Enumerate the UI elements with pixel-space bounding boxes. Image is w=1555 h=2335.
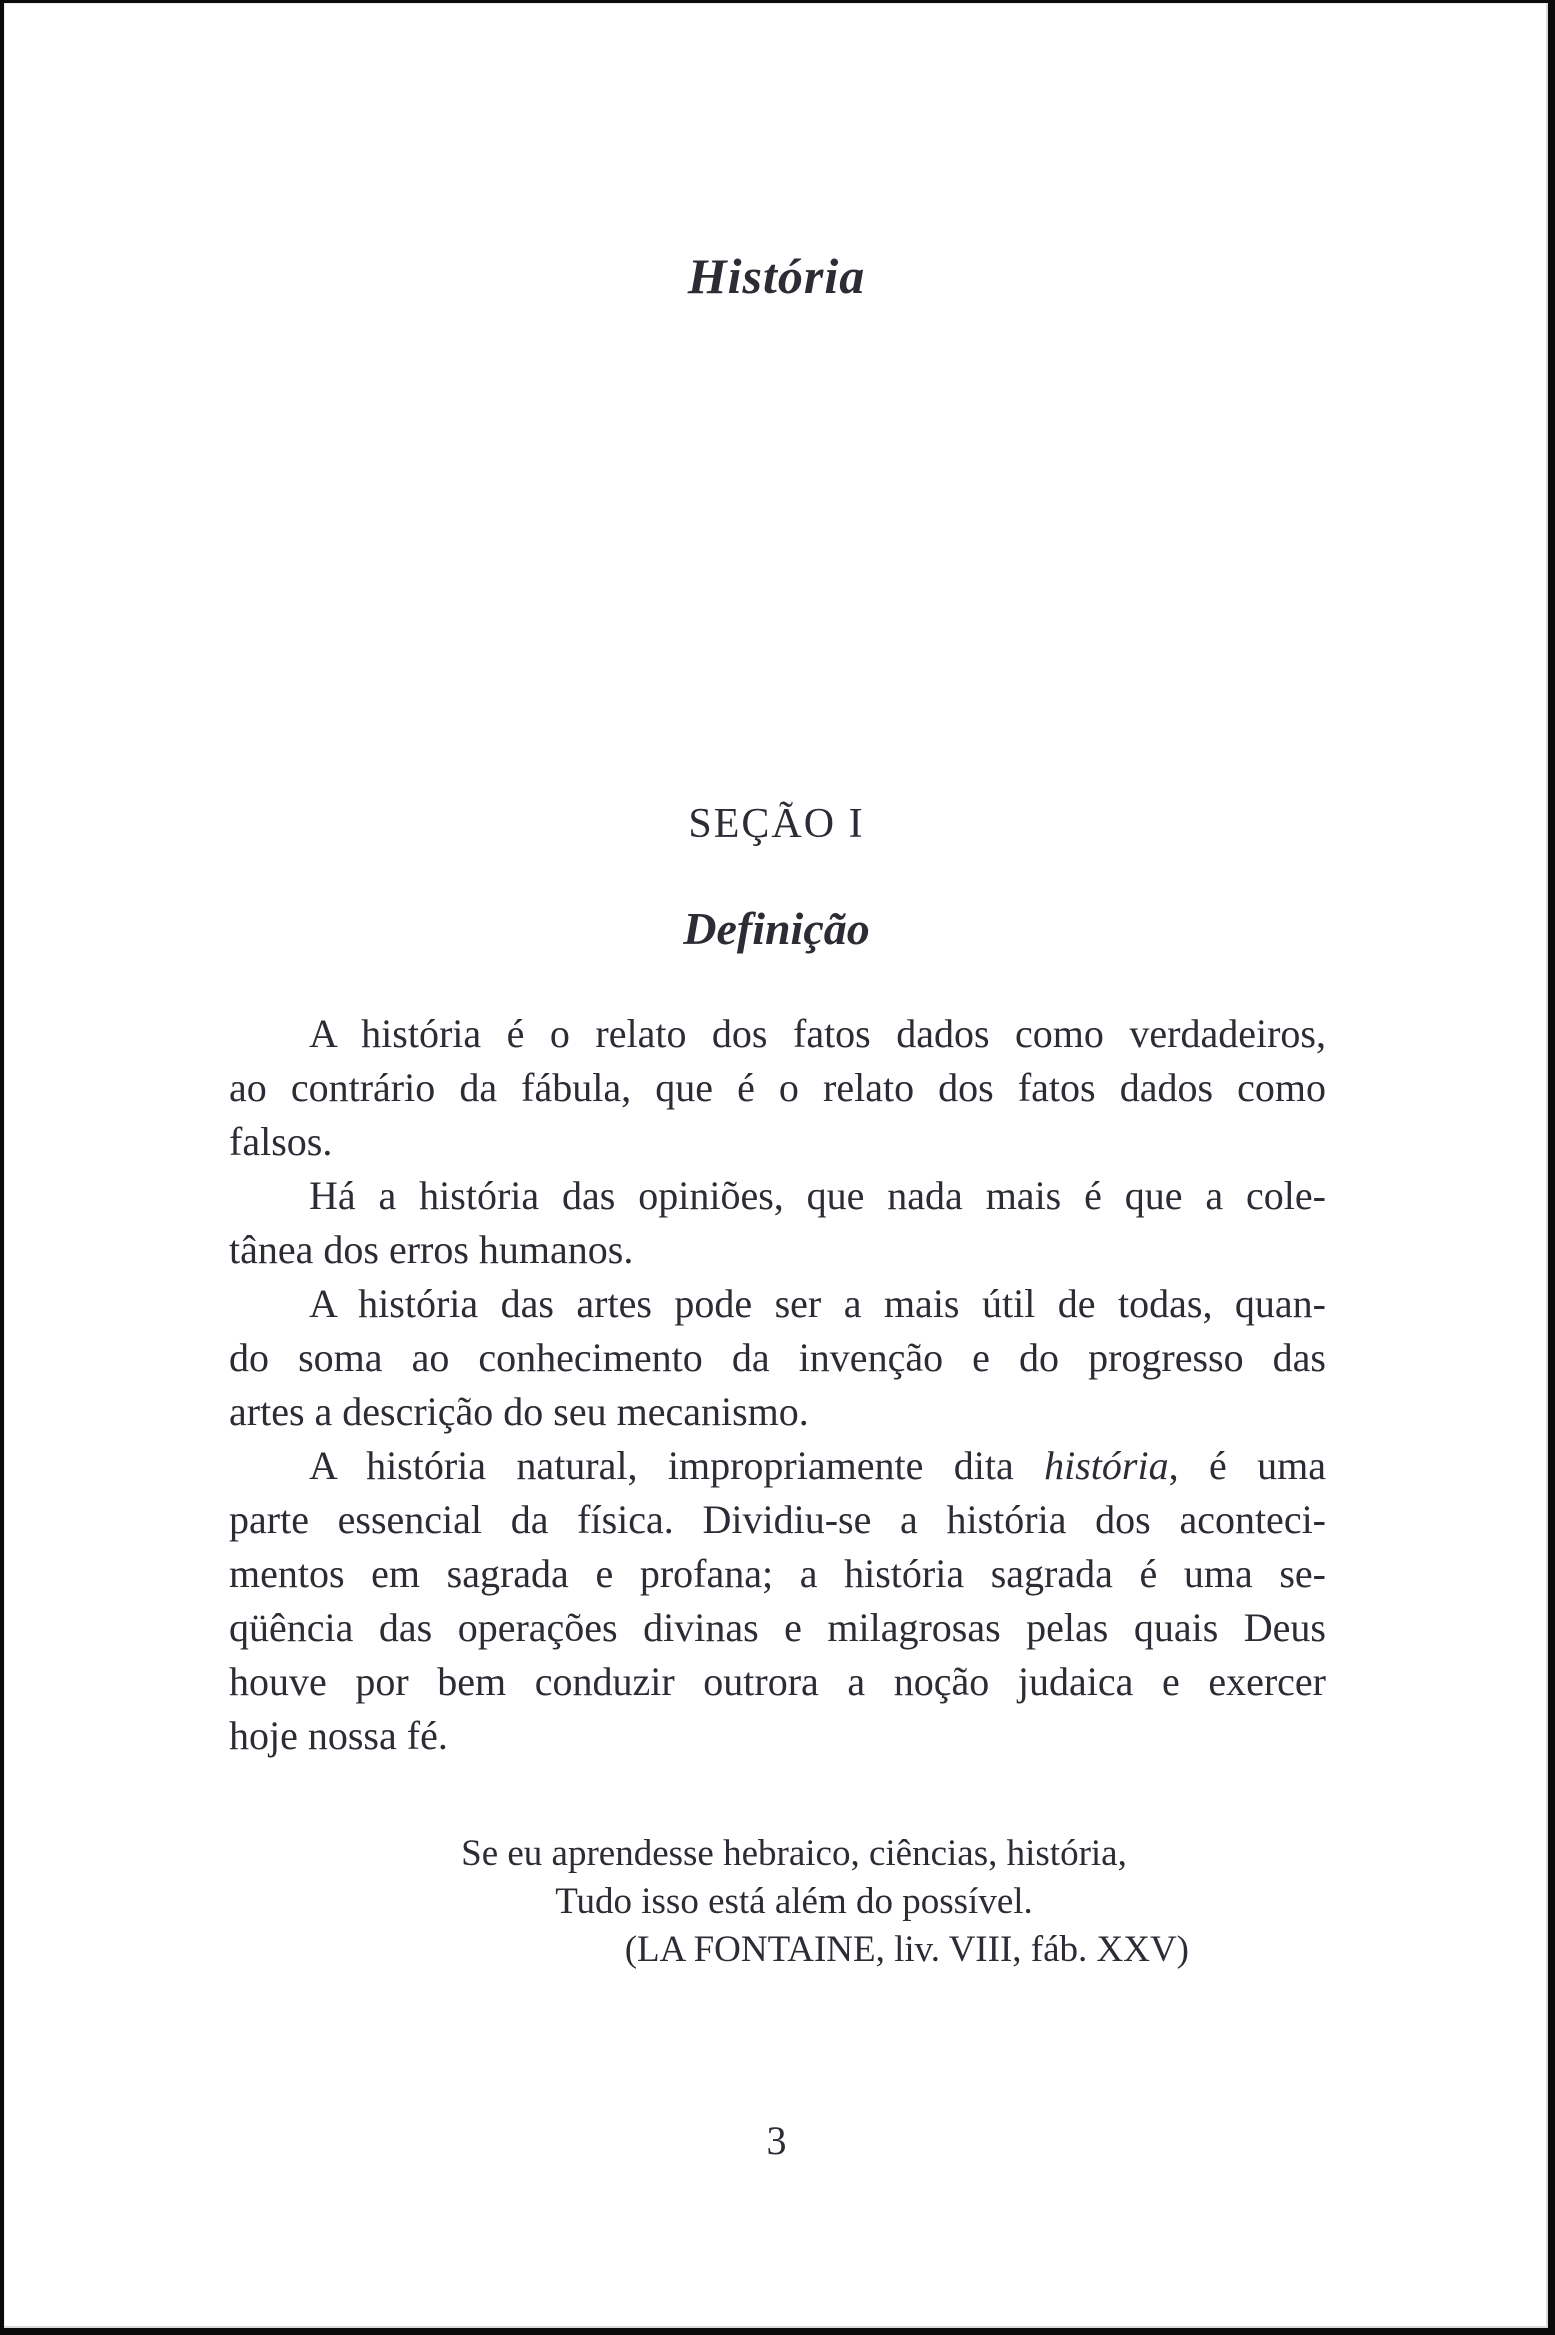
quote-line: Tudo isso está além do possível.	[555, 1881, 1033, 1922]
body-line: ao contrário da fábula, que é o relato dos fatos dados como	[229, 1065, 1326, 1110]
paragraph-3	[229, 1277, 1326, 1439]
body-line: qüência das operações divinas e milagrosas pelas quais Deus	[229, 1605, 1326, 1650]
section-heading: SEÇÃO I	[688, 801, 865, 847]
body-line	[229, 1439, 1326, 1493]
body-line: do soma ao conhecimento da invenção e do progresso das	[229, 1335, 1326, 1380]
paragraph-4	[229, 1439, 1326, 1763]
body-line: hoje nossa fé.	[229, 1713, 448, 1758]
quote-line: Se eu aprendesse hebraico, ciências, história,	[461, 1833, 1127, 1874]
subsection-heading: Definição	[683, 903, 870, 954]
body-line: tânea dos erros humanos.	[229, 1227, 634, 1272]
paragraph-1	[229, 1007, 1326, 1169]
italic-word: história	[1044, 1443, 1169, 1488]
body-line: parte essencial da física. Dividiu-se a história dos aconteci-	[229, 1497, 1326, 1542]
body-line: houve por bem conduzir outrora a noção judaica e exercer	[229, 1659, 1326, 1704]
body-line: artes a descrição do seu mecanismo.	[229, 1389, 809, 1434]
chapter-title: História	[687, 248, 866, 304]
page-number: 3	[766, 2118, 787, 2163]
verse-quote	[399, 1830, 1189, 1974]
quote-attribution: (LA FONTAINE, liv. VIII, fáb. XXV)	[624, 1929, 1189, 1970]
paragraph-2	[229, 1169, 1326, 1277]
body-line-segment: A história natural, impropriamente dita	[309, 1443, 1045, 1488]
body-line: mentos em sagrada e profana; a história sagrada é uma se-	[229, 1551, 1326, 1596]
body-line: A história é o relato dos fatos dados como verdadeiros,	[309, 1011, 1326, 1056]
body-line: falsos.	[229, 1119, 333, 1164]
body-line: Há a história das opiniões, que nada mais é que a cole-	[309, 1173, 1326, 1218]
body-line-segment: , é uma	[1168, 1443, 1326, 1488]
body-line: A história das artes pode ser a mais útil de todas, quan-	[309, 1281, 1326, 1326]
body-text	[229, 1007, 1326, 1763]
